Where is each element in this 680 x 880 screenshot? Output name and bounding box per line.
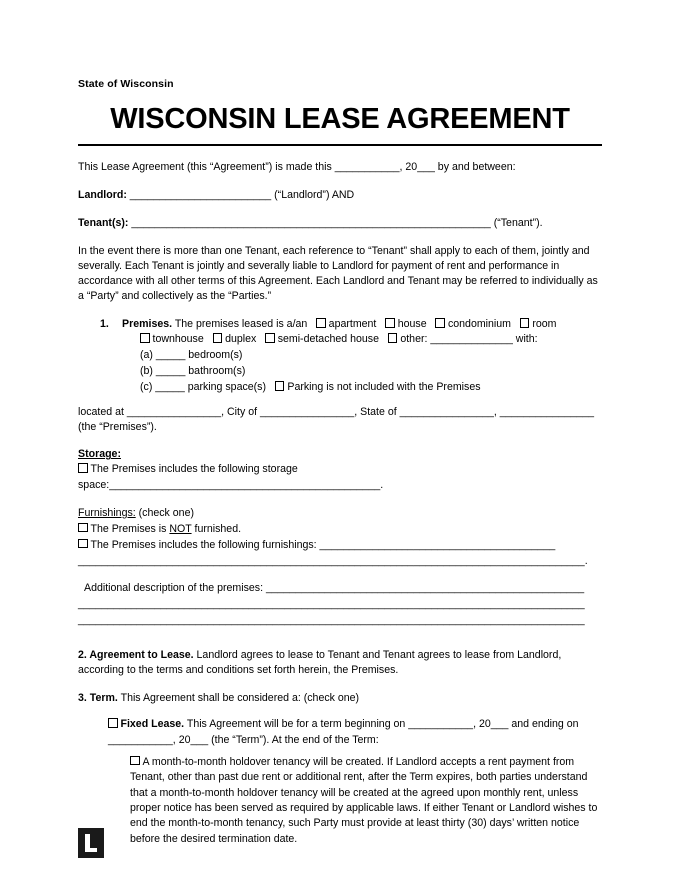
furnishings-option2-continuation: ______________________________________________________________________________________.: [78, 554, 588, 567]
checkbox-semi-detached-house[interactable]: [265, 333, 275, 343]
checkbox-no-parking[interactable]: [275, 381, 285, 391]
section-1-lead: The premises leased is a/an: [172, 318, 308, 331]
spacer-2: [78, 641, 602, 648]
landlord-row: [78, 188, 602, 203]
holdover-text: A month-to-month holdover tenancy will be created. If Landlord accepts a rent payment from Tenant, other than past due rent or additional rent, after the Term expires, both parties understand that a month-to-month holdover tenancy will be created at the agreed upon monthly rent, unless proper notice has been served as required by applicable laws. If either Tenant or Landlord wishes to end the month-to-month tenancy, such Party must provide at least thirty (30) days’ written notice before the desired termination date.: [130, 755, 598, 845]
multiple-tenants-paragraph: In the event there is more than one Tenant, each reference to “Tenant” shall apply to each of them, jointly and severally. Each Tenant is jointly and severally liable to Landlord for payment of rent and performance in accordance with all other terms of this Agreement. Each Landlord and Tenant may be referred to individually as a “Party” and collectively as the “Parties.”: [78, 244, 598, 303]
tenant-label: Tenant(s):: [78, 216, 129, 229]
fixed-lease-row: [108, 717, 602, 748]
checkbox-fixed-lease[interactable]: [108, 718, 118, 728]
option-duplex: duplex: [225, 333, 257, 346]
furnishings-option-not-furnished: [78, 522, 602, 538]
section-1-bedrooms: (a) _____ bedroom(s): [140, 349, 243, 362]
section-2-heading: 2. Agreement to Lease.: [78, 649, 194, 662]
additional-description-block: [78, 581, 602, 629]
option-condominium: condominium: [447, 318, 511, 331]
intro-paragraph: This Lease Agreement (this “Agreement”) is made this ___________, 20___ by and between:: [78, 160, 516, 173]
located-at-paragraph: located at ________________, City of ________________, State of ________________, ________________ (the “Premises”).: [78, 406, 595, 434]
additional-line-2: ______________________________________________________________________________________: [78, 598, 585, 611]
option-other: other: ______________ with:: [400, 333, 538, 346]
section-1-parking-spaces: (c) _____ parking space(s): [140, 381, 267, 394]
landlord-blank: ________________________ (“Landlord”) AND: [126, 188, 355, 201]
storage-heading: Storage:: [78, 448, 121, 461]
parking-note: Parking is not included with the Premises: [287, 381, 481, 394]
checkbox-townhouse[interactable]: [140, 333, 150, 343]
furnishings-heading: Furnishings:: [78, 506, 136, 519]
fixed-lease-text: This Agreement will be for a term beginning on ___________, 20___ and ending on ___________, 20___ (the “Term”). At the end of the Term:: [108, 718, 579, 746]
option-semi-detached-house: semi-detached house: [277, 333, 379, 346]
fixed-lease-label: Fixed Lease.: [120, 718, 185, 731]
storage-option-row: [78, 462, 602, 494]
landlord-label: Landlord:: [78, 188, 127, 201]
furnishings-option1-not: NOT: [169, 522, 192, 535]
holdover-row: [130, 755, 602, 847]
furnishings-block: [78, 506, 602, 570]
section-1-number: 1.: [100, 318, 109, 331]
furnishings-option-furnished: [78, 538, 602, 554]
checkbox-house[interactable]: [385, 318, 395, 328]
spacer-3: [78, 748, 602, 755]
legal-templates-logo-icon: [78, 828, 104, 858]
section-1-heading: Premises.: [122, 318, 173, 331]
checkbox-duplex[interactable]: [213, 333, 223, 343]
state-line: State of Wisconsin: [78, 78, 174, 90]
furnishings-option1-post: furnished.: [191, 522, 242, 535]
section-1-parking-row: [140, 380, 602, 396]
checkbox-room[interactable]: [520, 318, 530, 328]
option-townhouse: townhouse: [152, 333, 204, 346]
page-title: WISCONSIN LEASE AGREEMENT: [110, 103, 570, 135]
section-3-term: [78, 691, 602, 706]
section-1-bathrooms: (b) _____ bathroom(s): [140, 365, 246, 378]
checkbox-holdover-tenancy[interactable]: [130, 756, 140, 766]
option-apartment: apartment: [328, 318, 377, 331]
additional-line-3: ______________________________________________________________________________________: [78, 614, 585, 627]
checkbox-storage[interactable]: [78, 463, 88, 473]
checkbox-condominium[interactable]: [435, 318, 445, 328]
section-2-text: Landlord agrees to lease to Tenant and Tenant agrees to lease from Landlord, according to the terms and conditions set forth herein, the Premises.: [78, 649, 562, 677]
section-3-text: This Agreement shall be considered a: (check one): [117, 692, 360, 705]
tenant-blank: _____________________________________________________________ (“Tenant”).: [128, 216, 543, 229]
section-1-options-row-2: [140, 332, 602, 348]
checkbox-apartment[interactable]: [316, 318, 326, 328]
section-1-list: [78, 317, 602, 396]
option-room: room: [532, 318, 557, 331]
option-house: house: [397, 318, 427, 331]
section-1-premises: [100, 317, 602, 396]
additional-line-1: Additional description of the premises: ______________________________________________________: [84, 582, 585, 595]
section-2-agreement-to-lease: [78, 648, 602, 678]
checkbox-other[interactable]: [388, 333, 398, 343]
document-content: [78, 78, 602, 847]
storage-line: The Premises includes the following storage space:______________________________________________.: [78, 463, 384, 491]
furnishings-option1-pre: The Premises is: [90, 522, 170, 535]
furnishings-option2: The Premises includes the following furnishings: ________________________________________: [90, 538, 556, 551]
checkbox-furnished[interactable]: [78, 539, 88, 549]
title-divider: [78, 144, 602, 146]
tenant-row: [78, 216, 602, 231]
furnishings-heading-suffix: (check one): [135, 506, 194, 519]
spacer-1: [78, 398, 602, 405]
storage-block: [78, 448, 602, 494]
section-3-heading: 3. Term.: [78, 692, 118, 705]
checkbox-not-furnished[interactable]: [78, 523, 88, 533]
furnishings-heading-row: [78, 506, 602, 522]
